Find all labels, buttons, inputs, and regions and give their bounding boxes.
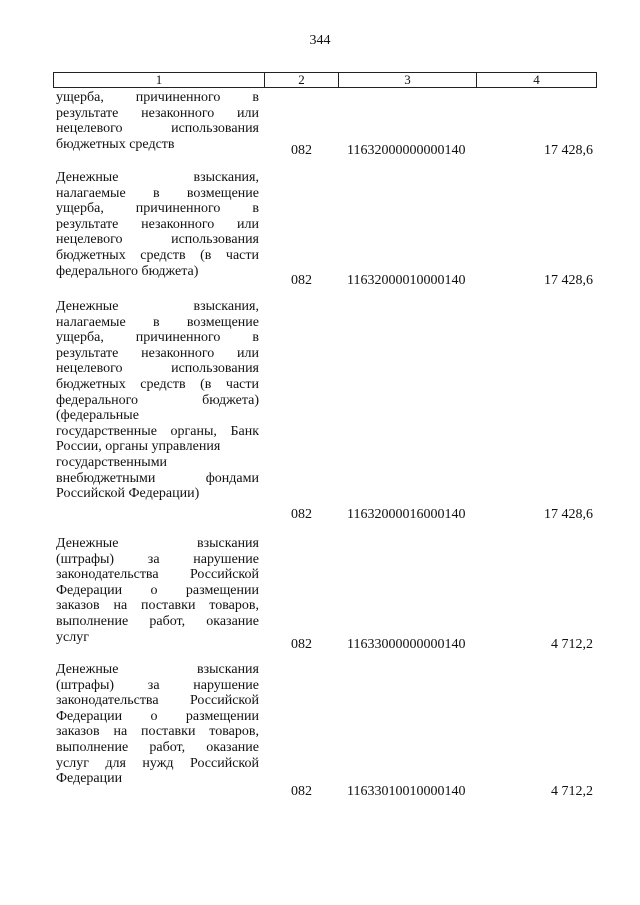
description-line: услуг для нужд Российской [56, 755, 259, 771]
description-line: федерального бюджета) [56, 392, 259, 408]
description-line: нецелевого использования [56, 121, 259, 137]
row-code: 082 [291, 273, 312, 288]
column-header-4: 4 [533, 72, 540, 87]
row-kbk: 11632000016000140 [347, 507, 466, 522]
row-kbk: 11632000010000140 [347, 273, 466, 288]
description-line: Денежные взыскания [56, 662, 259, 677]
column-header-2: 2 [265, 73, 339, 87]
description-line: бюджетных средств (в части [56, 376, 259, 392]
description-line: налагаемые в возмещение [56, 314, 259, 330]
description-line: законодательства Российской [56, 693, 259, 709]
description-line: внебюджетными фондами [56, 470, 259, 486]
description-line: Денежные взыскания, [56, 299, 259, 314]
description-line: налагаемые в возмещение [56, 185, 259, 201]
row-amount: 4 712,2 [551, 784, 593, 799]
row-description [56, 170, 259, 279]
description-line: Федерации о размещении [56, 582, 259, 598]
description-line: заказов на поставки товаров, [56, 598, 259, 614]
description-line: законодательства Российской [56, 567, 259, 583]
description-line: выполнение работ, оказание [56, 739, 259, 755]
row-description [56, 90, 259, 152]
row-kbk: 11633000000000140 [347, 637, 466, 652]
row-amount: 17 428,6 [544, 143, 593, 158]
description-line: услуг [56, 629, 89, 645]
description-line: Российской Федерации) [56, 486, 200, 502]
description-line: бюджетных средств [56, 136, 175, 152]
column-header-row [53, 72, 597, 88]
description-line: заказов на поставки товаров, [56, 724, 259, 740]
description-line: нецелевого использования [56, 361, 259, 377]
description-line: нецелевого использования [56, 232, 259, 248]
description-line: результате незаконного или [56, 105, 259, 121]
row-description [56, 299, 259, 502]
description-line: результате незаконного или [56, 345, 259, 361]
page-number: 344 [309, 33, 331, 48]
row-code: 082 [291, 637, 312, 652]
description-line: ущерба, причиненного в [56, 330, 259, 346]
description-line: (штрафы) за нарушение [56, 551, 259, 567]
row-code: 082 [291, 784, 312, 799]
description-line: государственными [56, 454, 168, 470]
column-header-1: 1 [54, 73, 265, 87]
description-line: Федерации [56, 771, 123, 787]
description-line: (штрафы) за нарушение [56, 677, 259, 693]
row-amount: 17 428,6 [544, 273, 593, 288]
row-code: 082 [291, 507, 312, 522]
row-code: 082 [291, 143, 312, 158]
description-line: Денежные взыскания, [56, 170, 259, 185]
row-amount: 17 428,6 [544, 507, 593, 522]
description-line: России, органы управления [56, 439, 221, 455]
description-line: Федерации о размещении [56, 708, 259, 724]
description-line: федерального бюджета) [56, 263, 199, 279]
row-amount: 4 712,2 [551, 637, 593, 652]
description-line: бюджетных средств (в части [56, 247, 259, 263]
description-line: государственные органы, Банк [56, 423, 259, 439]
row-description [56, 662, 259, 787]
column-header-3: 3 [339, 73, 477, 87]
description-line: (федеральные [56, 408, 139, 424]
row-kbk: 11632000000000140 [347, 143, 466, 158]
description-line: Денежные взыскания [56, 536, 259, 551]
description-line: выполнение работ, оказание [56, 613, 259, 629]
description-line: ущерба, причиненного в [56, 201, 259, 217]
row-description [56, 536, 259, 645]
description-line: ущерба, причиненного в [56, 90, 259, 105]
row-kbk: 11633010010000140 [347, 784, 466, 799]
description-line: результате незаконного или [56, 216, 259, 232]
